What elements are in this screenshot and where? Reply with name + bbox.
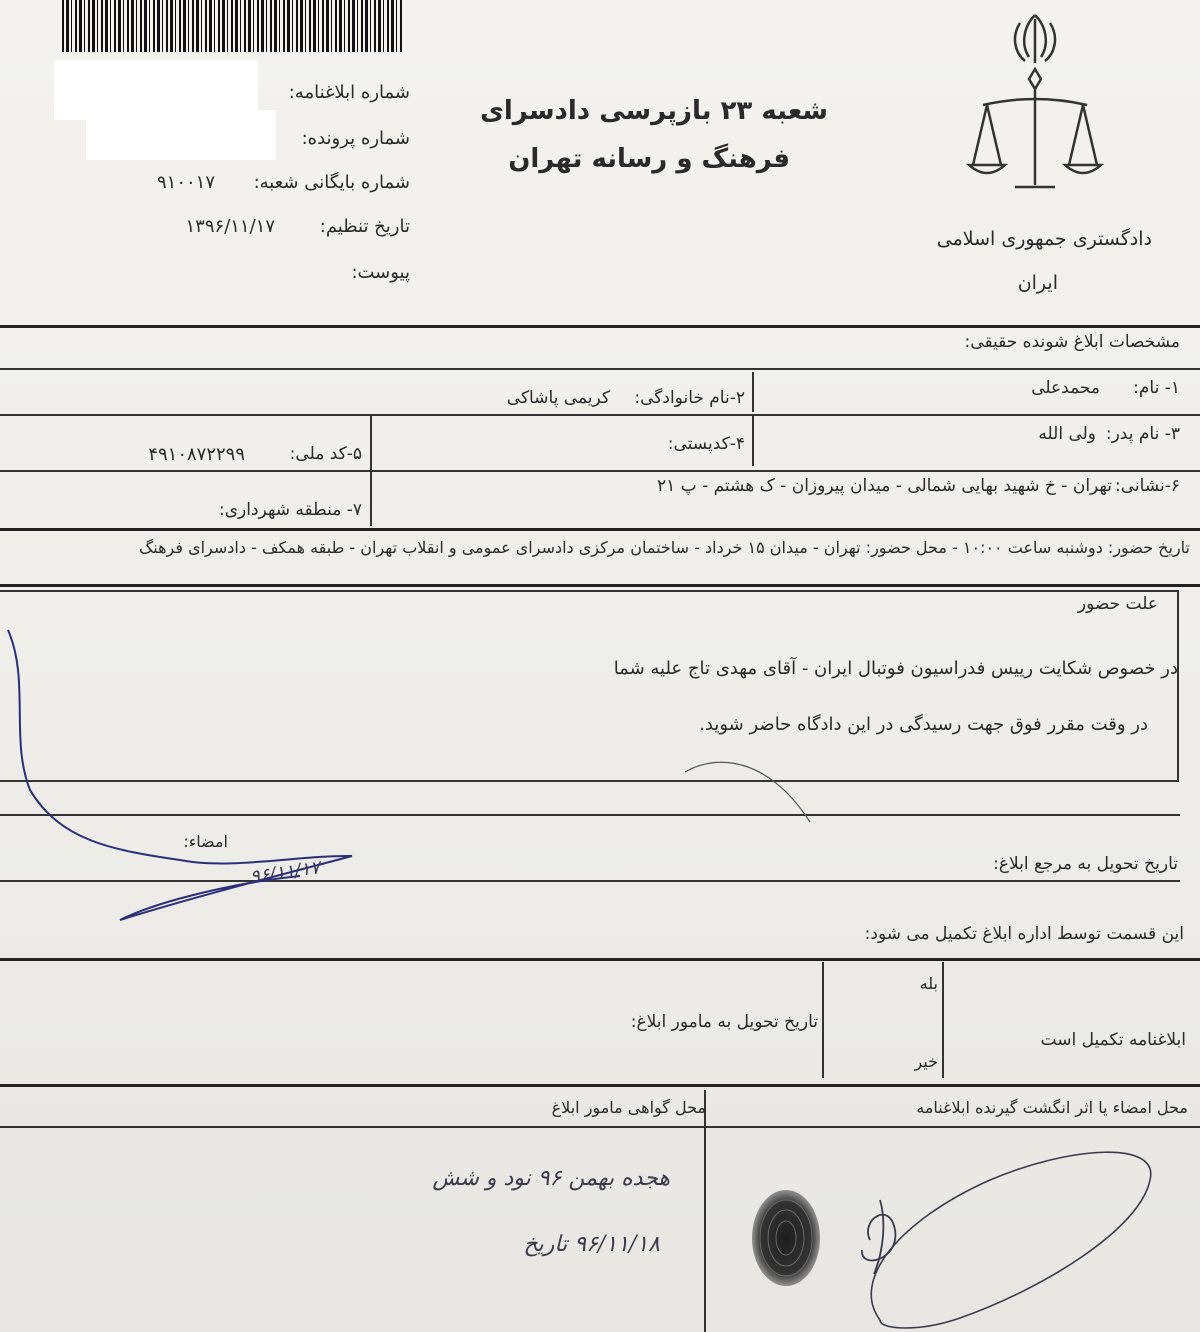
issue-date-label: تاریخ تنظیم: (319, 216, 410, 237)
father-label: ۳- نام پدر: (1105, 424, 1180, 444)
judiciary-title-line2: ایران (1017, 272, 1058, 294)
issue-date-value: ۱۳۹۶/۱۱/۱۷ (185, 216, 275, 237)
divider (0, 584, 1200, 587)
national-id-value: ۴۹۱۰۸۷۲۲۹۹ (148, 444, 245, 465)
divider (0, 528, 1200, 531)
reason-title: علت حضور (1077, 594, 1158, 614)
cell-divider (822, 962, 824, 1078)
notice-complete-label: ابلاغنامه تکمیل است (1040, 1030, 1186, 1050)
cell-divider (752, 372, 754, 412)
delivery-to-reference-label: تاریخ تحویل به مرجع ابلاغ: (993, 854, 1178, 874)
father-value: ولی الله (1038, 424, 1096, 444)
officer-witness-label: محل گواهی مامور ابلاغ (551, 1098, 706, 1117)
name-label: ۱- نام: (1133, 378, 1180, 398)
redaction-file-number (86, 110, 276, 160)
archive-number-value: ۹۱۰۰۱۷ (156, 172, 215, 193)
notice-number-label: شماره ابلاغنامه: (288, 82, 410, 103)
family-value: کریمی پاشاکی (506, 388, 610, 408)
office-section-title: این قسمت توسط اداره ابلاغ تکمیل می شود: (864, 924, 1184, 944)
divider (0, 1126, 1200, 1128)
appearance-details-line1: تاریخ حضور: دوشنبه ساعت ۱۰:۰۰ - محل حضور: تهران - میدان ۱۵ خرداد - ساختمان مرکزی دادسرای عمومی و انقلاب تهران - طبقه همکف - دادسرای فرهنگ (138, 538, 1190, 557)
receiver-signature-label: محل امضاء یا اثر انگشت گیرنده ابلاغنامه (916, 1098, 1188, 1117)
divider (0, 958, 1200, 961)
handwritten-date-1: ۹۶/۱۱/۱۷ (248, 857, 322, 888)
delivery-to-officer-label: تاریخ تحویل به مامور ابلاغ: (630, 1012, 818, 1032)
archive-number-label: شماره بایگانی شعبه: (253, 172, 410, 193)
municipal-district-label: ۷- منطقه شهرداری: (219, 500, 362, 520)
handwritten-note-line1: هجده بهمن ۹۶ نود و شش (432, 1166, 670, 1191)
cell-divider (942, 962, 944, 1078)
address-value: تهران - خ شهید بهایی شمالی - میدان پیروزان - ک هشتم - پ ۲۱ (657, 476, 1112, 496)
reason-line1: در خصوص شکایت رییس فدراسیون فوتبال ایران - آقای مهدی تاج علیه شما (613, 658, 1178, 679)
yes-label[interactable]: بله (919, 974, 938, 993)
cell-divider (752, 416, 754, 466)
fingerprint-icon (748, 1186, 824, 1290)
signature-scribble-icon (0, 620, 380, 940)
family-label: ۲-نام خانوادگی: (634, 388, 745, 408)
iran-emblem-scales-icon (965, 5, 1105, 205)
divider (0, 368, 1200, 370)
branch-title-line1: شعبه ۲۳ بازپرسی دادسرای (480, 96, 828, 126)
divider-top (0, 325, 1200, 328)
pen-stroke-icon (680, 752, 820, 832)
postal-code-label: ۴-کدپستی: (667, 434, 745, 454)
judiciary-title-line1: دادگستری جمهوری اسلامی (936, 228, 1152, 250)
divider (0, 470, 1200, 472)
branch-title-line2: فرهنگ و رسانه تهران (508, 144, 790, 174)
receiver-signature-scribble-icon (840, 1140, 1180, 1332)
file-number-label: شماره پرونده: (301, 128, 410, 149)
attachment-label: پیوست: (351, 262, 410, 283)
divider (0, 414, 1200, 416)
divider (0, 1084, 1200, 1087)
reason-line2: در وقت مقرر فوق جهت رسیدگی در این دادگاه حاضر شوید. (699, 714, 1148, 735)
barcode (62, 0, 404, 52)
recipient-section-title: مشخصات ابلاغ شونده حقیقی: (964, 332, 1180, 352)
signature-label: امضاء: (183, 832, 228, 851)
national-id-label: ۵-کد ملی: (289, 444, 362, 464)
handwritten-note-line2: ۹۶/۱۱/۱۸ تاریخ (523, 1232, 660, 1257)
address-label: ۶-نشانی: (1115, 476, 1180, 496)
no-label[interactable]: خیر (914, 1052, 938, 1071)
name-value: محمدعلی (1031, 378, 1100, 398)
